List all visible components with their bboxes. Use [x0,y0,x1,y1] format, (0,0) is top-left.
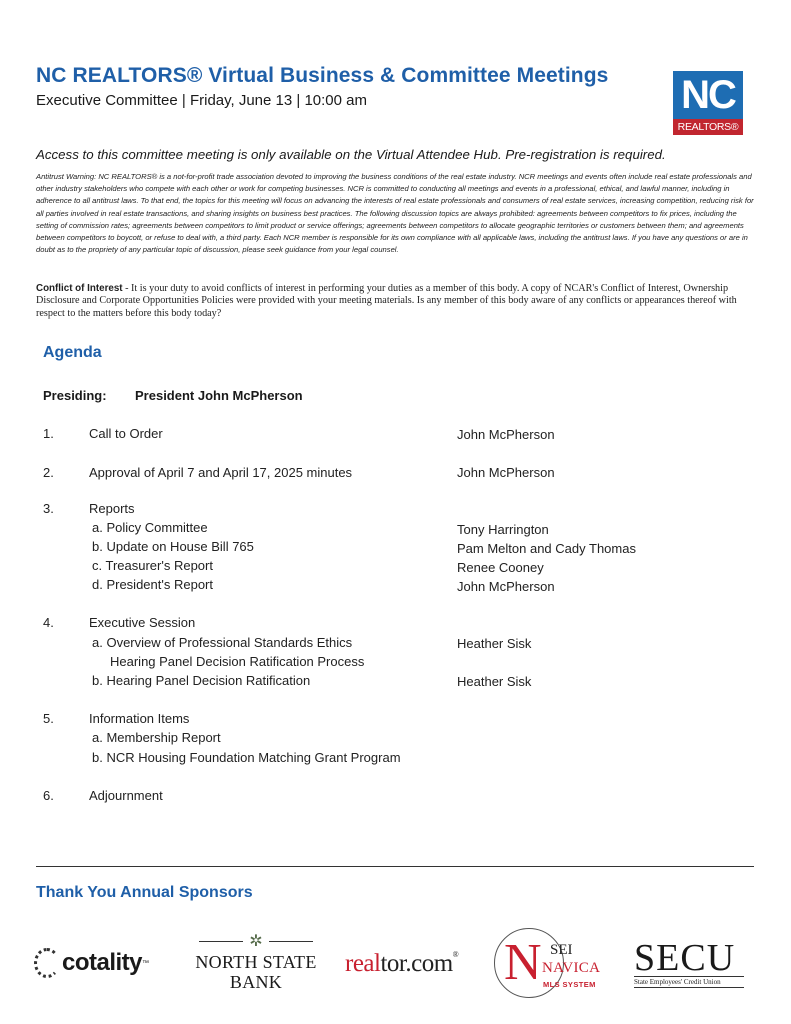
item-number: 5. [43,711,54,726]
realtor-com-logo [345,950,458,978]
secu-logo [634,937,749,988]
document-title: NC REALTORS® Virtual Business & Committee Meetings [36,64,609,87]
item-number: 1. [43,426,54,441]
item-title: Approval of April 7 and April 17, 2025 minutes [89,465,353,480]
conflict-of-interest [36,283,761,320]
presiding-name: President John McPherson [135,388,303,403]
antitrust-warning: Antitrust Warning: NC REALTORS® is a not-for-profit trade association devoted to improving the business conditions of the real estate industry. NCR meetings and events often include real estate professionals and other industry stakeholders who compete with each other or work for competing businesses. NCR is committed to conducting all meetings and events in a professional, ethical, and lawful manner, including in adherence to all antitrust laws. To that end, the topics for this meeting will focus on advancing the interests of real estate professionals and consumers of real estate services, increasing competition, reducing risk for all parties involved in real estate transactions, and sharing insights on business best practices. The following discussion topics are always prohibited: agreements between competitors to fix prices, including the setting of commission rates; agreements between competitors to limit product or service offerings; agreements between competitors to allocate geographic territories or customers between them; and agreements between competitors to boycott, or refuse to deal with, a third party. Each NCR member is responsible for its own compliance with all applicable laws, including the antitrust laws. If you have any questions or are in doubt as to the propriety of any particular topic of discussion, please seek guidance from your legal counsel. [36,172,754,255]
secu-wordmark: SECU [634,937,736,979]
secu-tagline: State Employees' Credit Union [634,976,744,988]
item-presenter: John McPherson [457,465,555,480]
access-notice: Access to this committee meeting is only available on the Virtual Attendee Hub. Pre-registration is required. [36,147,666,162]
footer-divider [36,866,754,867]
presiding-label: Presiding: [43,388,107,403]
item-presenter: John McPherson [457,579,555,594]
subitem: b. Hearing Panel Decision Ratification [92,673,311,688]
subitem: c. Treasurer's Report [92,558,213,573]
logo-rule [199,941,243,942]
subitem: d. President's Report [92,577,213,592]
realtor-red-text: real [345,950,381,977]
cotality-wordmark: cotality [62,949,143,976]
item-presenter: Renee Cooney [457,560,544,575]
item-number: 3. [43,501,54,516]
logo-realtors-text: REALTORS® [673,119,743,135]
subitem: b. Update on House Bill 765 [92,539,254,554]
cotality-logo [34,948,149,978]
realtor-dark-text: tor.com [380,950,453,977]
bank-text: BANK [229,972,283,992]
subitem: a. Policy Committee [92,520,208,535]
logo-nc-text: NC [673,71,743,119]
sei-text: SEI [550,942,573,958]
conflict-of-interest-label: Conflict of Interest [36,283,123,294]
subitem-continued: Hearing Panel Decision Ratification Process [110,654,365,669]
navica-text: NAVICA [542,960,601,976]
item-number: 2. [43,465,54,480]
sei-navica-logo [494,928,600,1002]
item-presenter: John McPherson [457,427,555,442]
item-presenter: Tony Harrington [457,522,549,537]
item-title: Call to Order [89,426,163,441]
item-title: Reports [89,501,135,516]
nc-realtors-logo [673,71,743,135]
item-presenter: Heather Sisk [457,674,532,689]
item-number: 4. [43,615,54,630]
agenda-heading: Agenda [43,344,102,361]
item-presenter: Pam Melton and Cady Thomas [457,541,636,556]
subitem: a. Overview of Professional Standards Ethics [92,635,353,650]
item-title: Adjournment [89,788,163,803]
navica-n-mark: N [504,934,542,991]
item-title: Executive Session [89,615,196,630]
meeting-subtitle: Executive Committee | Friday, June 13 | 10:00 am [36,92,367,109]
registered-symbol: ® [452,950,459,959]
mls-system-text: MLS SYSTEM [543,980,596,989]
logo-rule [269,941,313,942]
subitem: b. NCR Housing Foundation Matching Grant Program [92,750,401,765]
presiding-line [43,388,303,403]
conflict-of-interest-text: - It is your duty to avoid conflicts of interest in performing your duties as a member of this body. A copy of NCAR's Conflict of Interest, Ownership Disclosure and Corporate Opportunities Policies were provided with your meeting materials. Is any member of this body aware of any conflicts or appearances thereof with respect to the matters before this body today? [36,283,737,319]
north-state-text: NORTH STATE [195,952,317,972]
item-number: 6. [43,788,54,803]
subitem: a. Membership Report [92,730,221,745]
north-state-bank-logo [186,930,326,992]
pine-tree-icon: ✲ [249,933,263,950]
item-presenter: Heather Sisk [457,636,532,651]
cotality-mark-icon [34,948,60,978]
sponsors-heading: Thank You Annual Sponsors [36,884,253,901]
item-title: Information Items [89,711,190,726]
trademark-symbol: ™ [142,959,150,967]
